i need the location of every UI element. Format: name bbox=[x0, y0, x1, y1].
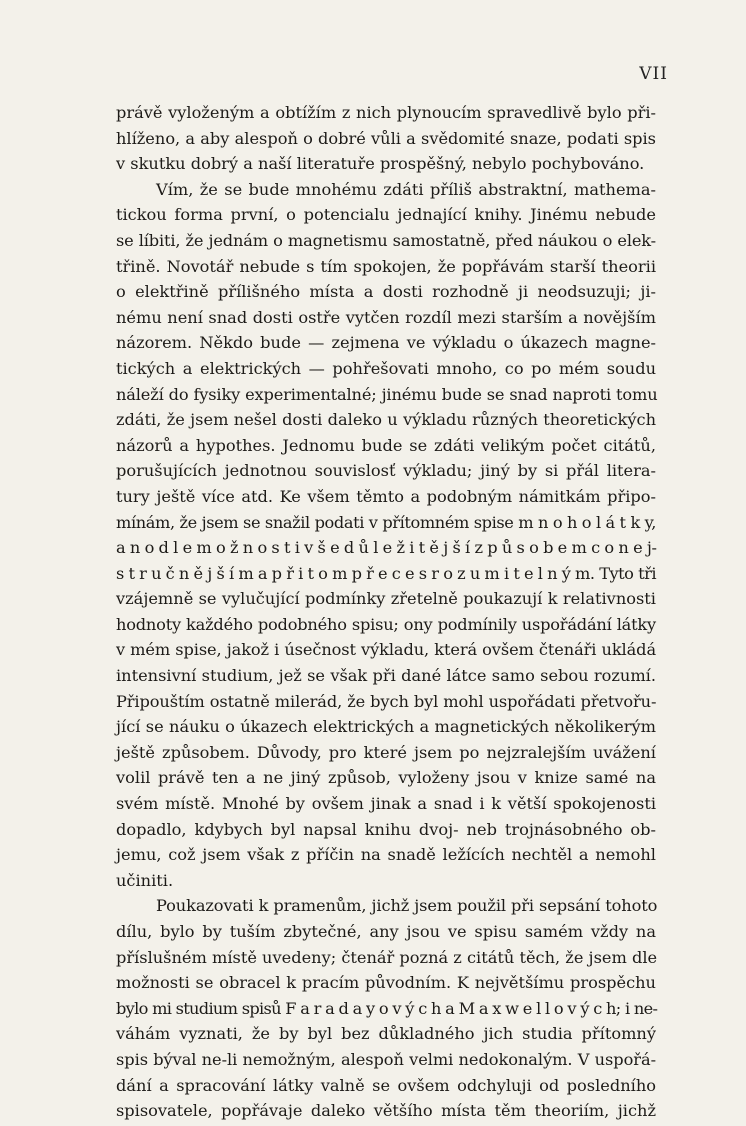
text-line: jící se náuku o úkazech elektrických a magnetických několikerým bbox=[116, 717, 656, 737]
text-line: Vím, že se bude mnohému zdáti příliš abstraktní, mathema- bbox=[156, 179, 656, 199]
text-line: porušujících jednotnou souvislosť výkladu; jiný by si přál litera- bbox=[116, 461, 656, 481]
text-line: volil právě ten a ne jiný způsob, vyloženy jsou v knize samé na bbox=[116, 768, 656, 788]
text-line: zdáti, že jsem nešel dosti daleko u výkladu různých theoretických bbox=[116, 410, 656, 430]
text-line: učiniti. bbox=[116, 870, 174, 890]
text-line: spis býval ne-li nemožným, alespoň velmi nedokonalým. V uspořá- bbox=[116, 1049, 656, 1069]
text-line: intensivní studium, jež se však při dané látce samo sebou rozumí. bbox=[116, 666, 656, 686]
text-line: náleží do fysiky experimentalné; jinému bude se snad naproti tomu bbox=[116, 384, 658, 404]
text-line: tických a elektrických — pohřešovati mnoho, co po mém soudu bbox=[116, 358, 656, 378]
text-line: třině. Novotář nebude s tím spokojen, že popřávám starší theorii bbox=[116, 256, 656, 276]
text-line: v skutku dobrý a naší literatuře prospěšný, nebylo pochybováno. bbox=[116, 154, 645, 174]
page-number: VII bbox=[639, 64, 668, 84]
text-line: v mém spise, jakož i úsečnost výkladu, která ovšem čtenáři ukládá bbox=[116, 640, 656, 660]
text-line: možnosti se obracel k pracím původním. K největšímu prospěchu bbox=[116, 973, 656, 993]
text-line: svém místě. Mnohé by ovšem jinak a snad i k větší spokojenosti bbox=[116, 794, 656, 814]
text-line: mínám, že jsem se snažil podati v přítomném spise m n o h o l á t k y, bbox=[116, 512, 656, 532]
text-line: spisovatele, popřávaje daleko většího místa těm theoriím, jichž bbox=[116, 1101, 656, 1121]
text-line: názorem. Někdo bude — zejmena ve výkladu o úkazech magne- bbox=[116, 333, 656, 353]
paragraph-2 bbox=[116, 177, 656, 894]
text-line: příslušném místě uvedeny; čtenář pozná z citátů těch, že jsem dle bbox=[116, 947, 658, 967]
text-line: bylo mi studium spisů F a r a d a y o v ý c h a M a x w e l l o v ý c h; i ne- bbox=[116, 998, 658, 1018]
text-line: s t r u č n ě j š í m a p ř i t o m p ř e c e s r o z u m i t e l n ý m. Tyto tři bbox=[116, 563, 656, 583]
text-line: právě vyloženým a obtížím z nich plynoucím spravedlivě bylo při- bbox=[116, 103, 656, 122]
text-line: se líbiti, že jednám o magnetismu samostatně, před náukou o elek- bbox=[116, 230, 656, 250]
text-line: názorů a hypothes. Jednomu bude se zdáti velikým počet citátů, bbox=[116, 435, 656, 455]
text-line: hlíženo, a aby alespoň o dobré vůli a svědomité snaze, podati spis bbox=[116, 128, 656, 148]
text-line: tickou forma první, o potencialu jednající knihy. Jinému nebude bbox=[116, 205, 656, 225]
text-line: Poukazovati k pramenům, jichž jsem použil při sepsání tohoto bbox=[156, 896, 658, 916]
text-line: hodnoty každého podobného spisu; ony podmínily uspořádání látky bbox=[116, 614, 656, 634]
text-line: nému není snad dosti ostře vytčen rozdíl mezi starším a novějším bbox=[116, 307, 656, 327]
text-line: a n o d l e m o ž n o s t i v š e d ů l e ž i t ě j š í z p ů s o b e m c o n e j- bbox=[116, 538, 657, 558]
text-line: dání a spracování látky valně se ovšem odchyluji od posledního bbox=[116, 1075, 656, 1095]
paragraph-1 bbox=[116, 100, 656, 177]
text-line: tury ještě více atd. Ke všem těmto a podobným námitkám připo- bbox=[116, 486, 656, 506]
text-line: váhám vyznati, že by byl bez důkladného jich studia přítomný bbox=[116, 1024, 656, 1044]
text-line: dílu, bylo by tuším zbytečné, any jsou ve spisu samém vždy na bbox=[116, 922, 656, 941]
text-line: Připouštím ostatně milerád, že bych byl mohl uspořádati přetvořu- bbox=[116, 691, 657, 711]
text-line: ještě způsobem. Důvody, pro které jsem po nejzralejším uvážení bbox=[116, 742, 656, 762]
text-line: jemu, což jsem však z příčin na snadě ležících nechtěl a nemohl bbox=[116, 845, 656, 865]
text-line: o elektřině přílišného místa a dosti rozhodně ji neodsuzuji; ji- bbox=[116, 282, 656, 302]
text-line: dopadlo, kdybych byl napsal knihu dvoj- neb trojnásobného ob- bbox=[116, 819, 656, 839]
paragraph-3 bbox=[116, 893, 656, 1123]
text-line: vzájemně se vylučující podmínky zřetelně poukazují k relativnosti bbox=[116, 589, 656, 609]
body-text bbox=[116, 100, 656, 1124]
